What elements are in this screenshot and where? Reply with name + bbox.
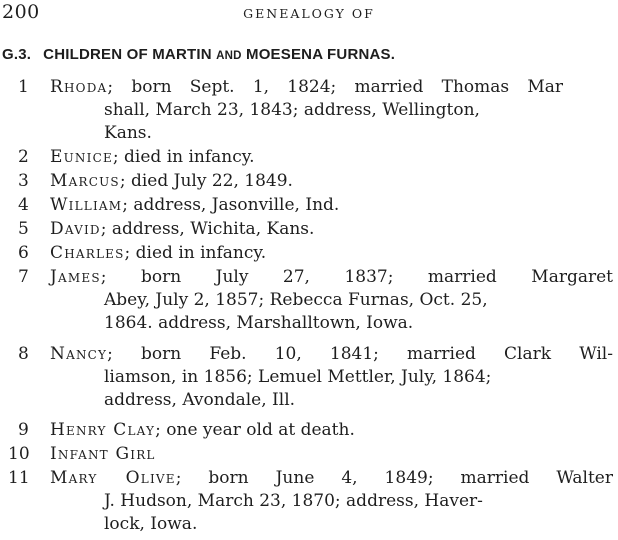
child-detail: ; born Feb. 10, 1841; married Clark Wil- bbox=[107, 344, 613, 364]
child-detail: ; born June 4, 1849; married Walter bbox=[175, 468, 613, 488]
child-number: 4 bbox=[18, 195, 29, 215]
child-detail: ; address, Wichita, Kans. bbox=[100, 219, 315, 239]
child-name: James bbox=[50, 267, 101, 287]
child-name: Rhoda bbox=[50, 77, 108, 97]
child-line bbox=[50, 146, 255, 168]
child-name: Infant Girl bbox=[50, 444, 156, 464]
child-detail: ; died in infancy. bbox=[112, 147, 255, 167]
child-line bbox=[50, 419, 355, 441]
section-heading bbox=[2, 46, 395, 63]
child-line-continued: Kans. bbox=[104, 123, 152, 143]
child-line-continued: 1864. address, Marshalltown, Iowa. bbox=[104, 313, 414, 333]
child-line-continued: Abey, July 2, 1857; Rebecca Furnas, Oct. 25, bbox=[104, 290, 488, 310]
child-detail: ; one year old at death. bbox=[155, 420, 355, 440]
child-line-continued: liamson, in 1856; Lemuel Mettler, July, 1864; bbox=[104, 367, 492, 387]
child-line bbox=[50, 76, 563, 98]
child-name: Marcus bbox=[50, 171, 120, 191]
child-detail: ; born Sept. 1, 1824; married Thomas Mar bbox=[107, 77, 563, 97]
child-name: Eunice bbox=[50, 147, 113, 167]
child-line-continued: address, Avondale, Ill. bbox=[104, 390, 296, 410]
child-detail: ; born July 27, 1837; married Margaret bbox=[100, 267, 613, 287]
child-name: Nancy bbox=[50, 344, 108, 364]
child-number: 2 bbox=[18, 147, 29, 167]
child-line bbox=[50, 194, 339, 216]
child-number: 6 bbox=[18, 243, 29, 263]
section-number: G.3. bbox=[2, 46, 32, 63]
child-line bbox=[50, 170, 293, 192]
child-line bbox=[50, 343, 613, 365]
child-line bbox=[50, 266, 613, 288]
child-number: 5 bbox=[18, 219, 29, 239]
child-detail: ; address, Jasonville, Ind. bbox=[122, 195, 340, 215]
child-detail: ; died in infancy. bbox=[124, 243, 267, 263]
child-number: 1 bbox=[18, 77, 29, 97]
child-line bbox=[50, 242, 266, 264]
section-title-part-1: CHILDREN OF MARTIN bbox=[43, 46, 217, 63]
child-name: Henry Clay bbox=[50, 420, 156, 440]
child-line bbox=[50, 218, 314, 240]
child-number: 3 bbox=[18, 171, 29, 191]
child-line-continued: lock, Iowa. bbox=[104, 514, 198, 534]
child-line bbox=[50, 467, 613, 489]
section-title-conjunction: AND bbox=[216, 50, 242, 62]
child-line-continued: shall, March 23, 1843; address, Wellington, bbox=[104, 100, 480, 120]
child-name: William bbox=[50, 195, 123, 215]
child-number: 9 bbox=[18, 420, 29, 440]
child-detail: ; died July 22, 1849. bbox=[119, 171, 293, 191]
child-number: 11 bbox=[8, 468, 30, 488]
child-name: Mary Olive bbox=[50, 468, 176, 488]
child-number: 8 bbox=[18, 344, 29, 364]
running-head: GENEALOGY OF bbox=[243, 6, 375, 21]
child-number: 7 bbox=[18, 267, 29, 287]
child-line-continued: J. Hudson, March 23, 1870; address, Haver- bbox=[104, 491, 483, 511]
child-name: Charles bbox=[50, 243, 125, 263]
child-number: 10 bbox=[8, 444, 30, 464]
section-title-part-2: MOESENA FURNAS. bbox=[241, 46, 396, 63]
child-name: David bbox=[50, 219, 101, 239]
child-line bbox=[50, 443, 156, 465]
page-number: 200 bbox=[2, 1, 40, 23]
